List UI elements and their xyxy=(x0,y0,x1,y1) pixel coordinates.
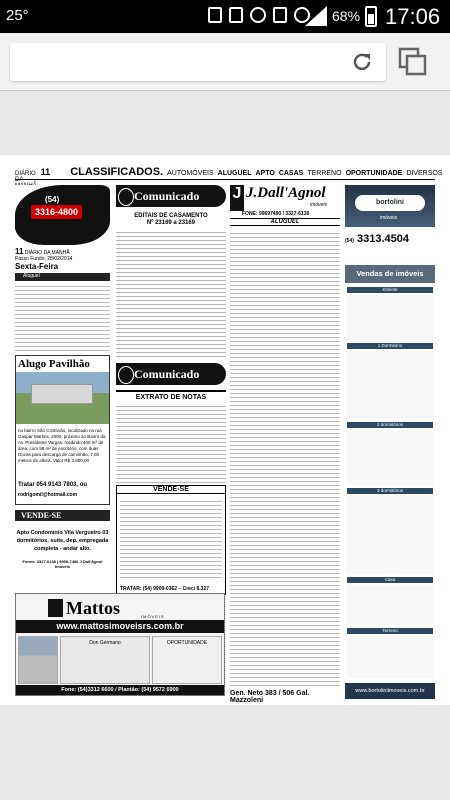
date-block xyxy=(15,247,110,271)
section-3-dormitorios: 3 dormitórios xyxy=(347,488,433,494)
extrato-text xyxy=(116,403,226,483)
mattos-photo-3 xyxy=(152,636,222,684)
bortolini-phone-number: 3313.4504 xyxy=(356,233,409,245)
bortolini-phone xyxy=(345,233,435,245)
editais-text xyxy=(116,229,226,359)
bortolini-header xyxy=(345,185,435,227)
vende-se-ad[interactable] xyxy=(15,510,110,598)
editais-heading xyxy=(116,213,226,227)
section-title: CLASSIFICADOS. xyxy=(70,166,164,178)
mattos-url[interactable]: www.mattosimoveisrs.com.br xyxy=(16,620,224,633)
dallagnol-aluguel: ALUGUEL xyxy=(230,218,340,226)
vibrate-icon xyxy=(273,7,287,23)
section-1-dormitorio: 1 Dormitório xyxy=(347,343,433,349)
three-bedroom-listings xyxy=(347,496,433,574)
one-bedroom-listings xyxy=(347,351,433,419)
sync-icon xyxy=(250,7,266,23)
alugo-pavilhao-ad[interactable] xyxy=(15,355,110,505)
bortolini-footer: www.bortoliniimoveis.com.br xyxy=(345,683,435,699)
column-3 xyxy=(230,185,340,704)
kitinete-listings xyxy=(347,295,433,340)
editais-number: Nº 23169 a 23169 xyxy=(146,220,196,226)
mattos-photo-2 xyxy=(60,636,150,684)
notes-icon xyxy=(229,7,243,23)
newspaper-page[interactable] xyxy=(0,155,450,705)
date-page: 11 xyxy=(15,247,24,256)
section-casa: Casa xyxy=(347,577,433,583)
status-bar xyxy=(0,0,450,33)
editais-title: EDITAIS DE CASAMENTO xyxy=(134,213,208,219)
phone-number: 3316-4800 xyxy=(31,205,82,219)
mattos-logo-icon xyxy=(48,599,63,617)
section-kitinete: Kitinete xyxy=(347,287,433,293)
reload-icon[interactable] xyxy=(352,52,372,72)
dallagnol-logo-icon: J xyxy=(230,185,244,211)
vende-body: Apto Condomínio Vila Vergueiro 03 dormitórios, suíte, dep. empregada completa - andar alto. xyxy=(16,530,109,552)
section-2-dormitorios: 2 dormitórios xyxy=(347,422,433,428)
pavilhao-photo xyxy=(16,372,109,424)
extrato-title: EXTRATO DE NOTAS xyxy=(116,390,226,401)
dallagnol-header xyxy=(230,185,340,225)
mattos-oportunidade: OPORTUNIDADE xyxy=(166,640,208,646)
phone-code: (54) xyxy=(45,195,60,204)
browser-toolbar xyxy=(0,33,450,91)
temperature-text: 25° xyxy=(6,7,29,24)
vende-box-title: VENDE-SE xyxy=(117,486,225,494)
notification-icons xyxy=(208,7,310,23)
bortolini-phone-code: (54) xyxy=(345,238,354,244)
signal-icon xyxy=(305,6,327,26)
comunicado-banner-2: Comunicado xyxy=(116,363,226,385)
phone-badge xyxy=(15,185,110,245)
mattos-photo-1 xyxy=(18,636,58,684)
battery-icon xyxy=(365,6,377,27)
alugo-description: no bairro São Cristóvão, localizado na rua Gaspar Martins, 2000, próximo ao Bairro da Av. Presidente Vargas, medindo 400 m² de área, com 98 m² de escritório, com duas Docas para descarga de caminhão, 7,00 metros de altura. Valor R$ 3.800,00 xyxy=(18,428,106,463)
house-listings xyxy=(347,585,433,625)
mattos-banner[interactable] xyxy=(15,593,225,696)
column-4 xyxy=(345,185,435,700)
mattos-don-germano: Don Germano xyxy=(89,640,121,646)
vende-box-text xyxy=(120,498,222,578)
category-casas: CASAS xyxy=(278,170,304,177)
weekday: Sexta-Feira xyxy=(15,262,59,271)
classified-text-block xyxy=(15,283,110,353)
category-terreno: TERRENO xyxy=(307,170,342,177)
dallagnol-phone: FONE: 99697490 / 3327-6136 xyxy=(242,211,310,217)
vende-se-box[interactable] xyxy=(116,485,226,595)
section-terreno: Terreno xyxy=(347,628,433,634)
comunicado-banner-1: Comunicado xyxy=(116,185,226,207)
url-field[interactable] xyxy=(10,43,386,81)
category-diversos: DIVERSOS xyxy=(406,170,443,177)
bortolini-imoveis: imóveis xyxy=(380,215,397,221)
dallagnol-brand: J.Dall'Agnol xyxy=(246,185,326,201)
aluguel-tab: Aluguel xyxy=(15,273,110,281)
vende-title: VENDE-SE xyxy=(15,510,110,521)
two-bedroom-listings xyxy=(347,430,433,485)
land-listings xyxy=(347,636,433,678)
clock: 17:06 xyxy=(385,4,441,29)
category-automoveis: AUTOMÓVEIS xyxy=(167,170,214,177)
mattos-footer: Fone: (54)3312 6600 / Plantão: (54) 9572 6900 xyxy=(16,685,224,695)
dallagnol-imoveis: imóveis xyxy=(310,202,327,208)
battery-percent: 68% xyxy=(332,8,361,24)
mattos-brand: Mattos xyxy=(66,598,120,618)
paper-name: DIÁRIO DA xyxy=(15,171,36,183)
alugo-title: Alugo Pavilhão xyxy=(18,358,90,370)
bortolini-logo: bortolini xyxy=(355,195,425,211)
dallagnol-listings xyxy=(230,230,340,688)
category-oportunidade: OPORTUNIDADE xyxy=(345,170,403,177)
category-aluguel: ALUGUEL xyxy=(217,170,252,177)
category-apto: APTO xyxy=(255,170,275,177)
dallagnol-footer: Gen. Neto 383 / 506 Gal. Mazzoleni xyxy=(230,690,310,704)
page-header xyxy=(15,166,443,183)
image-icon xyxy=(208,7,222,23)
vende-phone: Fones: 3327-6138 | 9908-7496 J.Dall'Agnol Imóveis xyxy=(22,559,103,569)
alugo-email: rodrigomil@hotmail.com xyxy=(18,492,78,498)
date-paper: DIÁRIO DA MANHÃ xyxy=(24,250,70,256)
vendas-heading: Vendas de imóveis xyxy=(345,265,435,283)
vende-box-phone: TRATAR: (54) 9909-0362 – Creci 8.327 xyxy=(120,586,210,592)
mattos-imoveis: IMÓVEIS xyxy=(141,614,165,619)
tabs-icon[interactable] xyxy=(398,47,428,77)
date-sub: Passo Fundo, 28/02/2014 xyxy=(15,256,73,262)
alugo-phone: Tratar 054 9143 7803, ou xyxy=(18,482,88,488)
page-number: 11 xyxy=(40,167,51,177)
